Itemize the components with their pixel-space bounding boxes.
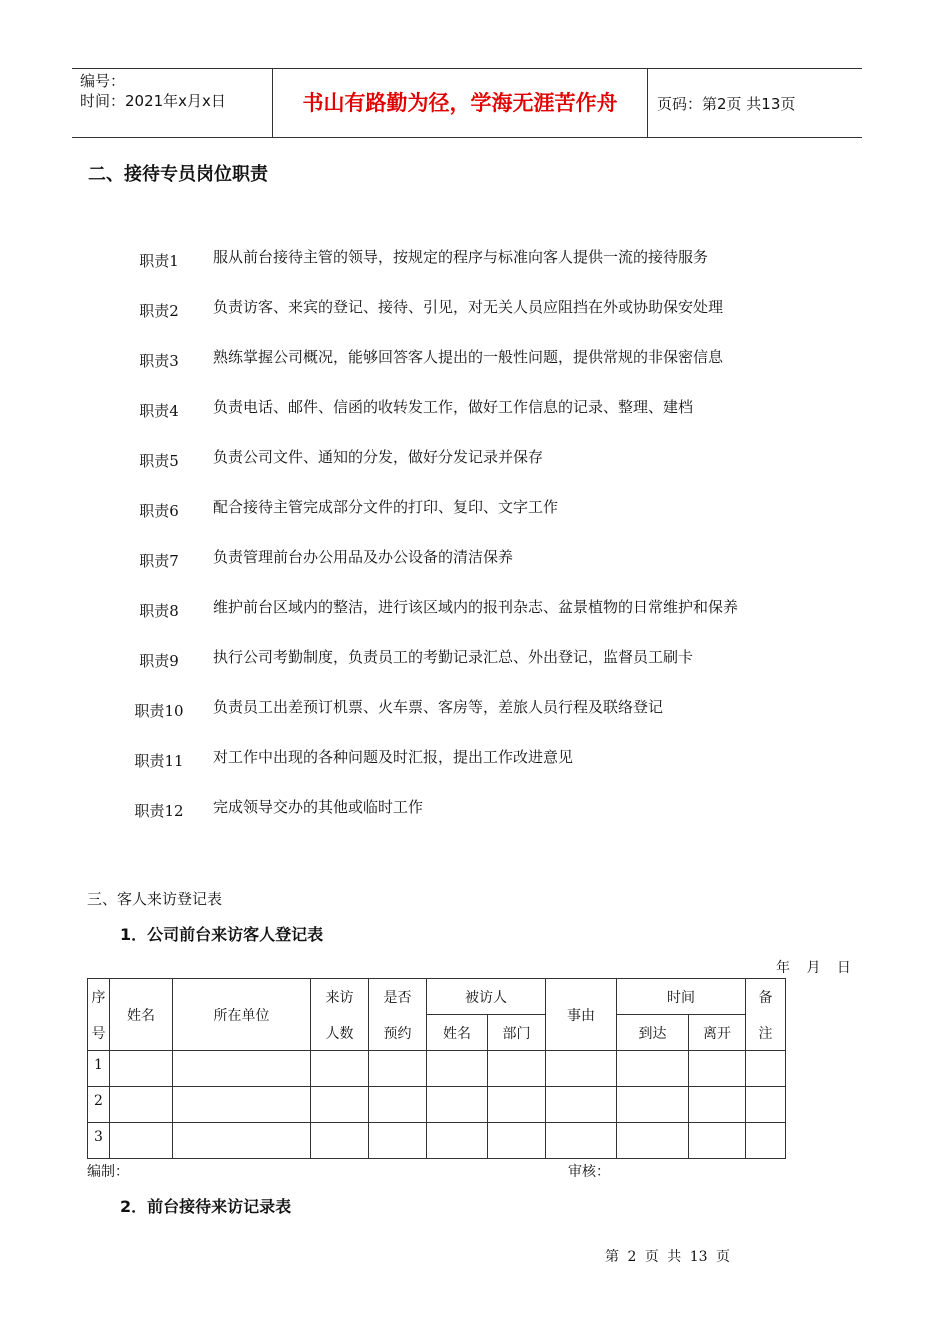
header-motto: 书山有路勤为径，学海无涯苦作舟 bbox=[273, 69, 648, 137]
duty-item bbox=[0, 796, 950, 820]
header-name: 姓名 bbox=[110, 979, 173, 1051]
section3-title: 三、客人来访登记表 bbox=[87, 890, 223, 908]
header-remark: 备 注 bbox=[746, 979, 786, 1051]
number-label: 编号： bbox=[80, 72, 126, 90]
duty-item bbox=[0, 546, 950, 570]
duty-item bbox=[0, 296, 950, 320]
duty-text: 负责访客、来宾的登记、接待、引见，对无关人员应阻挡在外或协助保安处理 bbox=[213, 298, 724, 316]
duty-label: 职责3 bbox=[139, 352, 179, 370]
header-unit: 所在单位 bbox=[173, 979, 311, 1051]
table-cell bbox=[689, 1123, 746, 1159]
table-cell bbox=[746, 1051, 786, 1087]
header-visitor-count: 来访 人数 bbox=[311, 979, 369, 1051]
duty-item bbox=[0, 696, 950, 720]
page-header bbox=[72, 68, 862, 138]
duty-item bbox=[0, 246, 950, 270]
subsection2-title: 2．前台接待来访记录表 bbox=[120, 1197, 292, 1216]
duty-label: 职责2 bbox=[139, 302, 179, 320]
duty-label: 职责1 bbox=[139, 252, 179, 270]
duty-label: 职责6 bbox=[139, 502, 179, 520]
table-cell bbox=[746, 1123, 786, 1159]
duty-text: 负责员工出差预订机票、火车票、客房等，差旅人员行程及联络登记 bbox=[213, 698, 664, 716]
duty-label: 职责5 bbox=[139, 452, 179, 470]
table-cell bbox=[546, 1087, 617, 1123]
duty-item bbox=[0, 346, 950, 370]
table-cell bbox=[427, 1123, 488, 1159]
row-number: 3 bbox=[88, 1123, 110, 1159]
table-cell bbox=[369, 1123, 427, 1159]
subsection1-title: 1．公司前台来访客人登记表 bbox=[120, 925, 324, 944]
table-cell bbox=[488, 1051, 546, 1087]
table-cell bbox=[546, 1123, 617, 1159]
header-reason: 事由 bbox=[546, 979, 617, 1051]
duty-text: 配合接待主管完成部分文件的打印、复印、文字工作 bbox=[213, 498, 559, 516]
duty-label: 职责7 bbox=[139, 552, 179, 570]
table-cell bbox=[311, 1051, 369, 1087]
header-meta bbox=[72, 69, 273, 137]
table-cell bbox=[173, 1051, 311, 1087]
duty-text: 负责公司文件、通知的分发，做好分发记录并保存 bbox=[213, 448, 544, 466]
duty-label: 职责4 bbox=[139, 402, 179, 420]
duty-item bbox=[0, 746, 950, 770]
date-line: 年 月 日 bbox=[776, 960, 851, 976]
reviewed-by-label: 审核： bbox=[568, 1164, 610, 1180]
table-cell bbox=[427, 1087, 488, 1123]
duty-item bbox=[0, 646, 950, 670]
header-visited-name: 姓名 bbox=[427, 1015, 488, 1051]
duty-text: 维护前台区域内的整洁，进行该区域内的报刊杂志、盆景植物的日常维护和保养 bbox=[213, 598, 739, 616]
duty-label: 职责8 bbox=[139, 602, 179, 620]
table-cell bbox=[173, 1123, 311, 1159]
table-cell bbox=[369, 1051, 427, 1087]
duty-text: 执行公司考勤制度，负责员工的考勤记录汇总、外出登记，监督员工刷卡 bbox=[213, 648, 694, 666]
duty-item bbox=[0, 396, 950, 420]
duty-item bbox=[0, 596, 950, 620]
table-cell bbox=[546, 1051, 617, 1087]
prepared-by-label: 编制： bbox=[87, 1164, 129, 1180]
table-cell bbox=[689, 1087, 746, 1123]
row-number: 1 bbox=[88, 1051, 110, 1087]
duty-text: 负责管理前台办公用品及办公设备的清洁保养 bbox=[213, 548, 514, 566]
table-cell bbox=[617, 1123, 689, 1159]
header-visited-dept: 部门 bbox=[488, 1015, 546, 1051]
table-cell bbox=[689, 1051, 746, 1087]
section2-title: 二、接待专员岗位职责 bbox=[88, 164, 268, 185]
duty-text: 对工作中出现的各种问题及时汇报，提出工作改进意见 bbox=[213, 748, 574, 766]
table-cell bbox=[369, 1087, 427, 1123]
header-seq: 序 号 bbox=[88, 979, 110, 1051]
header-visited-person: 被访人 bbox=[427, 979, 546, 1015]
duty-label: 职责9 bbox=[139, 652, 179, 670]
row-number: 2 bbox=[88, 1087, 110, 1123]
table-cell bbox=[427, 1051, 488, 1087]
duty-item bbox=[0, 446, 950, 470]
table-cell bbox=[311, 1087, 369, 1123]
header-page-info: 页码：第2页 共13页 bbox=[657, 95, 796, 113]
duty-item bbox=[0, 496, 950, 520]
time-label: 时间：2021年x月x日 bbox=[80, 92, 226, 110]
table-cell bbox=[173, 1087, 311, 1123]
table-cell bbox=[488, 1087, 546, 1123]
duty-text: 熟练掌握公司概况，能够回答客人提出的一般性问题，提供常规的非保密信息 bbox=[213, 348, 724, 366]
table-cell bbox=[110, 1087, 173, 1123]
table-cell bbox=[617, 1051, 689, 1087]
table-row bbox=[88, 1051, 786, 1087]
table-row bbox=[88, 1123, 786, 1159]
header-time: 时间 bbox=[617, 979, 746, 1015]
visitor-register-table bbox=[87, 978, 786, 1159]
table-cell bbox=[311, 1123, 369, 1159]
duty-label: 职责12 bbox=[134, 802, 184, 820]
table-cell bbox=[746, 1087, 786, 1123]
table-cell bbox=[617, 1087, 689, 1123]
table-cell bbox=[488, 1123, 546, 1159]
header-appointment: 是否 预约 bbox=[369, 979, 427, 1051]
duty-text: 服从前台接待主管的领导，按规定的程序与标准向客人提供一流的接待服务 bbox=[213, 248, 709, 266]
page-footer: 第 2 页 共 13 页 bbox=[605, 1249, 730, 1265]
table-cell bbox=[110, 1051, 173, 1087]
duty-label: 职责10 bbox=[134, 702, 184, 720]
duty-text: 负责电话、邮件、信函的收转发工作，做好工作信息的记录、整理、建档 bbox=[213, 398, 694, 416]
table-cell bbox=[110, 1123, 173, 1159]
table-row bbox=[88, 1087, 786, 1123]
header-arrive: 到达 bbox=[617, 1015, 689, 1051]
duty-label: 职责11 bbox=[134, 752, 184, 770]
header-leave: 离开 bbox=[689, 1015, 746, 1051]
duty-text: 完成领导交办的其他或临时工作 bbox=[213, 798, 424, 816]
